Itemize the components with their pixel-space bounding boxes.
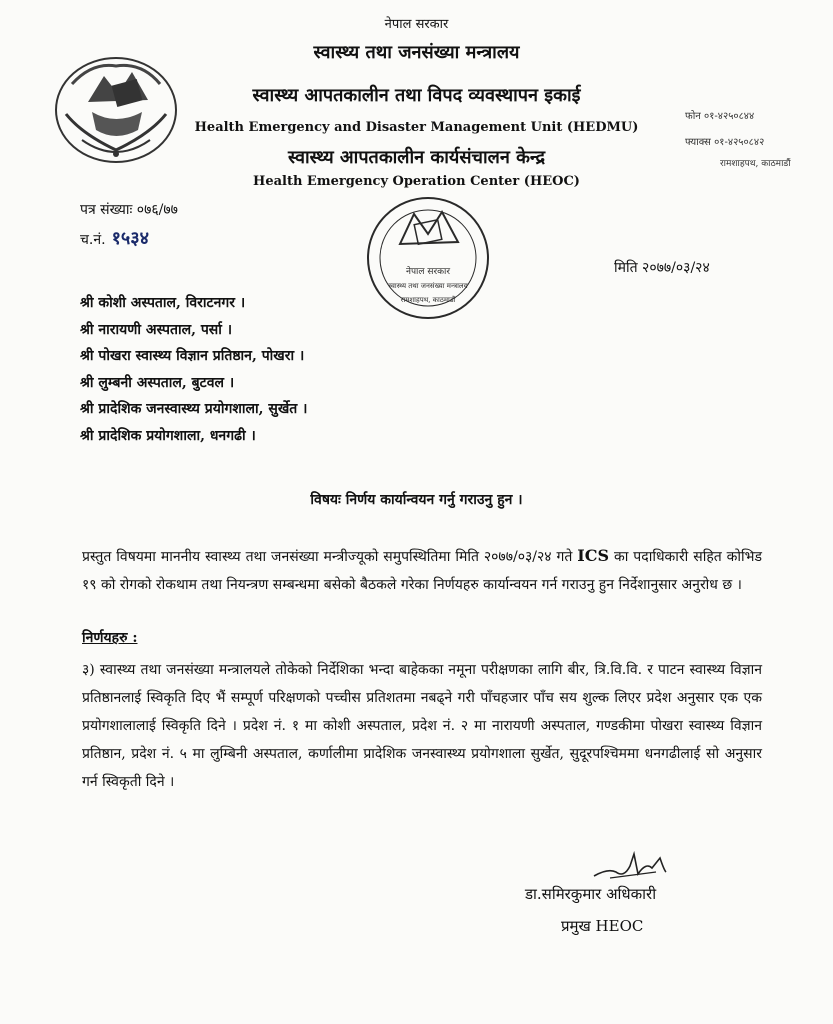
body-ics: ICS	[577, 546, 610, 565]
body-paragraph	[82, 542, 762, 599]
seal-text-line2: स्वास्थ्य तथा जनसंख्या मन्त्रालय	[388, 282, 468, 290]
seal-text-line3: रामशाहपथ, काठमाडौं	[400, 296, 456, 304]
recipient-item: श्री प्रादेशिक प्रयोगशाला, धनगढी ।	[80, 427, 256, 444]
signatory-name: डा.समिरकुमार अधिकारी	[525, 885, 657, 903]
signature-icon	[590, 848, 670, 882]
recipient-item: श्री लुम्बनी अस्पताल, बुटवल ।	[80, 374, 235, 391]
body-rest: का पदाधिकारी सहित कोभिड १९ को रोगको रोकथाम तथा नियन्त्रण सम्बन्धमा बसेको बैठकले गरेका निर्णयहरु कार्यान्वयन गर्न गराउनु हुन निर्देशानुसार अनुरोध छ ।	[82, 549, 763, 593]
unit-name-english: Health Emergency and Disaster Management Unit (HEDMU)	[194, 120, 639, 135]
contact-address: रामशाहपथ, काठमाडौं	[720, 159, 791, 169]
dispatch-handwritten-number: १५३४	[111, 228, 150, 249]
recipient-item: श्री कोशी अस्पताल, विराटनगर ।	[80, 295, 246, 311]
recipient-item: श्री पोखरा स्वास्थ्य विज्ञान प्रतिष्ठान, पोखरा ।	[80, 348, 305, 364]
seal-text-line1: नेपाल सरकार	[405, 267, 451, 277]
letter-date: मिति २०७७/०३/२४	[614, 260, 710, 276]
office-seal-icon	[362, 192, 494, 324]
government-name: नेपाल सरकार	[384, 17, 449, 32]
contact-fax: फ्याक्स ०१-४२५०८४२	[685, 137, 765, 148]
unit-name-nepali: स्वास्थ्य आपतकालीन तथा विपद व्यवस्थापन इकाई	[252, 85, 581, 106]
decision-paragraph: ३) स्वास्थ्य तथा जनसंख्या मन्त्रालयले तोकेको निर्देशिका भन्दा बाहेकका नमूना परीक्षणका लागि बीर, त्रि.वि.वि. र पाटन स्वास्थ्य विज्ञान प्रतिष्ठानलाई स्विकृति दिए भैं सम्पूर्ण परिक्षणको पच्चीस प्रतिशतमा नबढ्ने गरी पाँचहजार पाँच सय शुल्क लिएर प्रदेश अनुसार एक एक प्रयोगशालालाई स्विकृति दिने । प्रदेश नं. १ मा कोशी अस्पताल, प्रदेश नं. २ मा नारायणी अस्पताल, गण्डकीमा पोखरा स्वास्थ्य विज्ञान प्रतिष्ठान, प्रदेश नं. ५ मा लुम्बिनी अस्पताल, कर्णालीमा प्रादेशिक जनस्वास्थ्य प्रयोगशाला सुर्खेत, सुदूरपश्चिममा धनगढीलाई सो अनुसार गर्न स्विकृती दिने ।	[82, 662, 762, 790]
recipient-list	[80, 290, 307, 449]
dispatch-number	[80, 226, 149, 250]
body-line1: प्रस्तुत विषयमा माननीय स्वास्थ्य तथा जनसंख्या मन्त्रीज्यूको समुपस्थितिमा मिति २०७७/०३/२४ गते	[82, 549, 573, 565]
recipient-item: श्री प्रादेशिक जनस्वास्थ्य प्रयोगशाला, सुर्खेत ।	[80, 401, 308, 417]
letter-number: पत्र संख्याः ०७६/७७	[80, 202, 178, 218]
center-name-english: Health Emergency Operation Center (HEOC)	[253, 174, 580, 189]
dispatch-label: च.नं.	[80, 232, 106, 248]
contact-phone: फोन ०१-४२५०८४४	[685, 111, 755, 122]
decisions-heading: निर्णयहरु :	[82, 630, 138, 646]
recipient-item: श्री नारायणी अस्पताल, पर्सा ।	[80, 321, 233, 338]
center-name-nepali: स्वास्थ्य आपतकालीन कार्यसंचालन केन्द्र	[287, 147, 546, 168]
ministry-name: स्वास्थ्य तथा जनसंख्या मन्त्रालय	[313, 42, 520, 63]
letter-subject: विषयः निर्णय कार्यान्वयन गर्नु गराउनु हुन ।	[310, 492, 523, 508]
signatory-title: प्रमुख HEOC	[561, 917, 644, 935]
